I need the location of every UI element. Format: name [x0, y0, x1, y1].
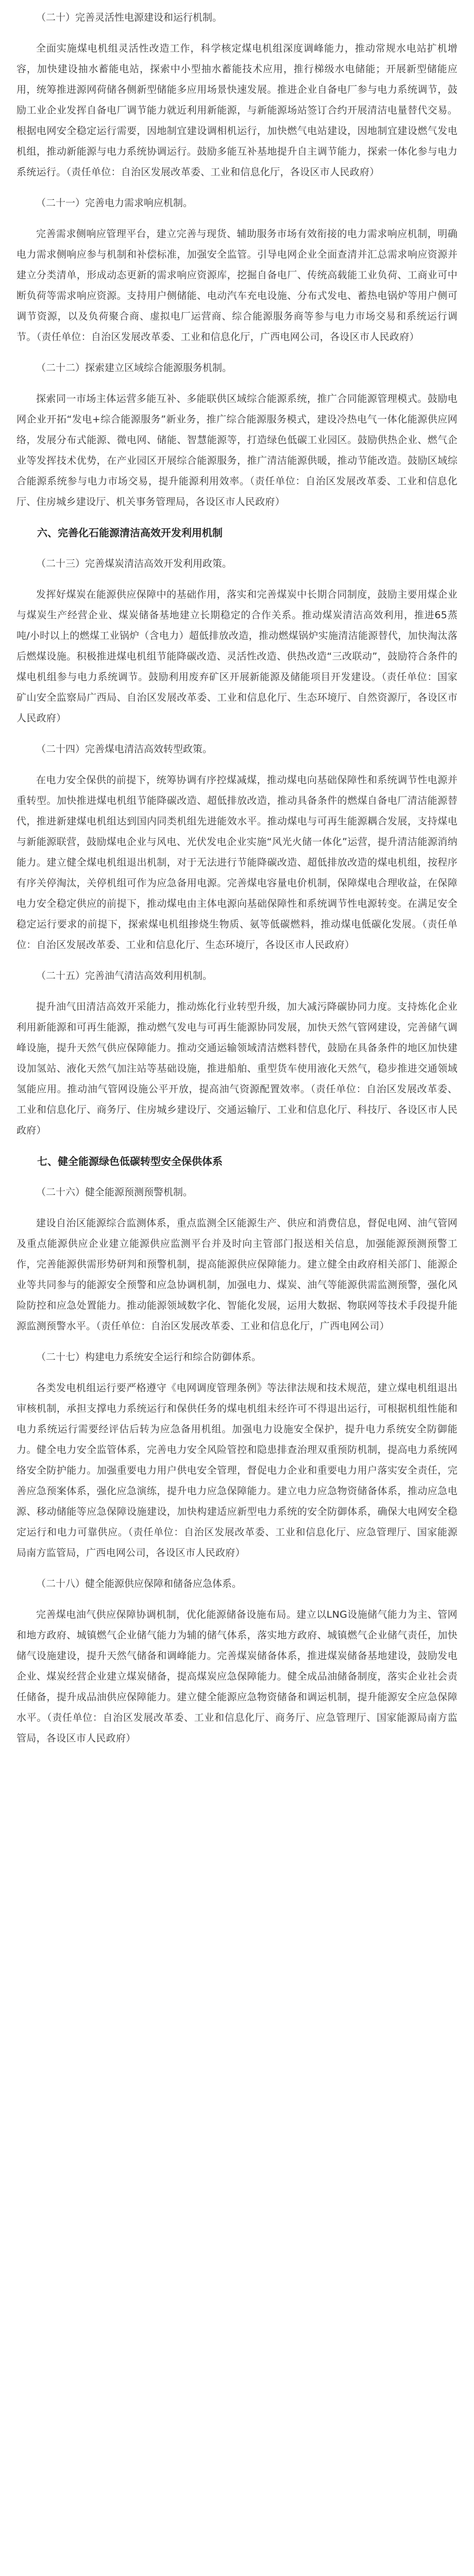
paragraph-20: 全面实施煤电机组灵活性改造工作，科学核定煤电机组深度调峰能力，推动常规水电站扩机增容，加快建设抽水蓄能电站，探索中小型抽水蓄能技术应用，推行梯级水电储能；开展新型储能应用，统筹推进源网荷储各侧新型储能多应用场景快速发展。推进企业自备电厂参与电力系统调节，鼓励工业企业发挥自备电厂调节能力就近利用新能源，与新能源场站签订合约开展清洁电量替代交易。根据电网安全稳定运行需要，因地制宜建设调相机运行，加快燃气电站建设，因地制宜建设燃气发电机组，推动新能源与电力系统协调运行。鼓励多能互补基地提升自主调节能力，探索一体化参与电力系统运行。（责任单位：自治区发展改革委、工业和信息化厅，各设区市人民政府）: [16, 43, 458, 178]
paragraph-24: 在电力安全保供的前提下，统筹协调有序控煤减煤，推动煤电向基础保障性和系统调节性电源并重转型。加快推进煤电机组节能降碳改造、超低排放改造，推动具备条件的燃煤自备电厂清洁能源替代，推进新建煤电机组达到国内同类机组先进能效水平。推动煤电与可再生能源耦合发展，支持煤电与新能源联营，鼓励煤电企业与风电、光伏发电企业实施“风光火储一体化”运营，提升清洁能源消纳能力。建立健全煤电机组退出机制，对于无法进行节能降碳改造、超低排放改造的煤电机组，按程序有序关停淘汰，关停机组可作为应急备用电源。完善煤电容量电价机制，保障煤电合理收益，在保障电力安全稳定供应的前提下，推动煤电由主体电源向基础保障性和系统调节性电源转变。在满足安全稳定运行要求的前提下，探索煤电机组掺烧生物质、氨等低碳燃料，推动煤电低碳化发展。（责任单位：自治区发展改革委、工业和信息化厅、生态环境厅，各设区市人民政府）: [16, 774, 458, 951]
paragraph-25: 提升油气田清洁高效开采能力，推动炼化行业转型升级，加大减污降碳协同力度。支持炼化企业利用新能源和可再生能源，推动燃气发电与可再生能源协同发展，加快天然气管网建设，完善储气调峰设施，提升天然气供应保障能力。推动交通运输领域清洁燃料替代，鼓励在具备条件的地区加快建设加氢站、液化天然气加注站等基础设施，推进船舶、重型货车使用液化天然气，稳步推进交通领域氢能应用。推动油气管网设施公平开放，提高油气资源配置效率。（责任单位：自治区发展改革委、工业和信息化厅、商务厅、住房城乡建设厅、交通运输厅、工业和信息化厅、科技厅、各设区市人民政府）: [16, 1001, 458, 1136]
subsection-heading-22: （二十二）探索建立区域综合能源服务机制。: [36, 362, 232, 374]
section-heading-7: 七、健全能源绿色低碳转型安全保供体系: [37, 1155, 223, 1167]
subsection-heading-23: （二十三）完善煤炭清洁高效开发利用政策。: [36, 558, 232, 569]
section-heading-6: 六、完善化石能源清洁高效开发利用机制: [37, 527, 223, 539]
paragraph-22: 探索同一市场主体运营多能互补、多能联供区域综合能源系统，推广合同能源管理模式。鼓励电网企业开拓“发电+综合能源服务”新业务，推广综合能源服务模式，建设冷热电气一体化能源供应网络，发展分布式能源、微电网、储能、智慧能源等，打造绿色低碳工业园区。鼓励供热企业、燃气企业等发挥技术优势，在产业园区开展综合能源服务，推广清洁能源供暖，推动节能改造。鼓励区域综合能源系统参与电力市场交易，提升能源利用效率。（责任单位：自治区发展改革委、工业和信息化厅、住房城乡建设厅、机关事务管理局，各设区市人民政府）: [16, 393, 458, 507]
subsection-heading-27: （二十七）构建电力系统安全运行和综合防御体系。: [36, 1351, 262, 1363]
paragraph-27: 各类发电机组运行要严格遵守《电网调度管理条例》等法律法规和技术规范，建立煤电机组退出审核机制，承担支撑电力系统运行和保供任务的煤电机组未经许可不得退出运行，可根据机组性能和电力系统运行需要经评估后转为应急备用机组。加强电力设施安全保护，提升电力系统安全防御能力。健全电力安全监管体系，完善电力安全风险管控和隐患排查治理双重预防机制，提高电力系统网络安全防护能力。加强重要电力用户供电安全管理，督促电力企业和重要电力用户落实安全责任，完善应急预案体系，强化应急演练，提升电力应急保障能力。建立电力应急物资储备体系，推动应急电源、移动储能等应急保障设施建设，加快构建适应新型电力系统的安全防御体系，确保大电网安全稳定运行和电力可靠供应。（责任单位：自治区发展改革委、工业和信息化厅、应急管理厅、国家能源局南方监管局，广西电网公司，各设区市人民政府）: [16, 1382, 458, 1558]
subsection-heading-25: （二十五）完善油气清洁高效利用机制。: [36, 970, 213, 981]
paragraph-23: 发挥好煤炭在能源供应保障中的基础作用，落实和完善煤炭中长期合同制度，鼓励主要用煤企业与煤炭生产经营企业、煤炭储备基地建立长期稳定的合作关系。推动煤炭清洁高效利用，推进65蒸吨/小时以上的燃煤工业锅炉（含电力）超低排放改造，推动燃煤锅炉实施清洁能源替代，加快淘汰落后燃煤设施。积极推进煤电机组节能降碳改造、灵活性改造、供热改造“三改联动”，鼓励符合条件的煤电机组参与电力系统调节。鼓励利用废弃矿区开展新能源及储能项目开发建设。（责任单位：国家矿山安全监察局广西局、自治区发展改革委、工业和信息化厅、生态环境厅、自然资源厅，各设区市人民政府）: [16, 589, 458, 724]
paragraph-28: 完善煤电油气供应保障协调机制，优化能源储备设施布局。建立以LNG设施储气能力为主、管网和地方政府、城镇燃气企业储气能力为辅的储气体系，落实地方政府、城镇燃气企业储气责任，加快储气设施建设，提升天然气储备和调峰能力。完善煤炭储备体系，推进煤炭储备基地建设，鼓励发电企业、煤炭经营企业建立煤炭储备，提高煤炭应急保障能力。健全成品油储备制度，落实企业社会责任储备，提升成品油供应保障能力。建立健全能源应急物资储备和调运机制，提升能源安全应急保障水平。（责任单位：自治区发展改革委、工业和信息化厅、商务厅、应急管理厅、国家能源局南方监管局，各设区市人民政府）: [16, 1609, 458, 1744]
subsection-heading-21: （二十一）完善电力需求响应机制。: [36, 197, 193, 209]
paragraph-21: 完善需求侧响应管理平台，建立完善与现货、辅助服务市场有效衔接的电力需求响应机制，明确电力需求侧响应参与机制和补偿标准，加强安全监管。引导电网企业全面查清并汇总需求响应资源并建立分类清单，形成动态更新的需求响应资源库，挖掘自备电厂、传统高载能工业负荷、工商业可中断负荷等需求响应资源。支持用户侧储能、电动汽车充电设施、分布式发电、蓄热电锅炉等用户侧可调节资源，以及负荷聚合商、虚拟电厂运营商、综合能源服务商等参与电力市场交易和系统运行调节。（责任单位：自治区发展改革委、工业和信息化厅，广西电网公司，各设区市人民政府）: [16, 228, 458, 343]
subsection-heading-20: （二十）完善灵活性电源建设和运行机制。: [36, 12, 223, 23]
paragraph-26: 建设自治区能源综合监测体系，重点监测全区能源生产、供应和消费信息，督促电网、油气管网及重点能源供应企业建立能源供应监测平台并及时向主管部门报送相关信息，加强能源预测预警工作，完善能源供需形势研判和预警机制，提高能源供应保障能力。建立健全由政府相关部门、能源企业等共同参与的能源安全预警和应急协调机制，加强电力、煤炭、油气等能源供需监测预警，强化风险防控和应急处置能力。推动能源领域数字化、智能化发展，运用大数据、物联网等技术手段提升能源监测预警水平。（责任单位：自治区发展改革委、工业和信息化厅，广西电网公司）: [16, 1217, 458, 1332]
subsection-heading-24: （二十四）完善煤电清洁高效转型政策。: [36, 743, 213, 755]
subsection-heading-28: （二十八）健全能源供应保障和储备应急体系。: [36, 1578, 242, 1589]
subsection-heading-26: （二十六）健全能源预测预警机制。: [36, 1187, 193, 1198]
